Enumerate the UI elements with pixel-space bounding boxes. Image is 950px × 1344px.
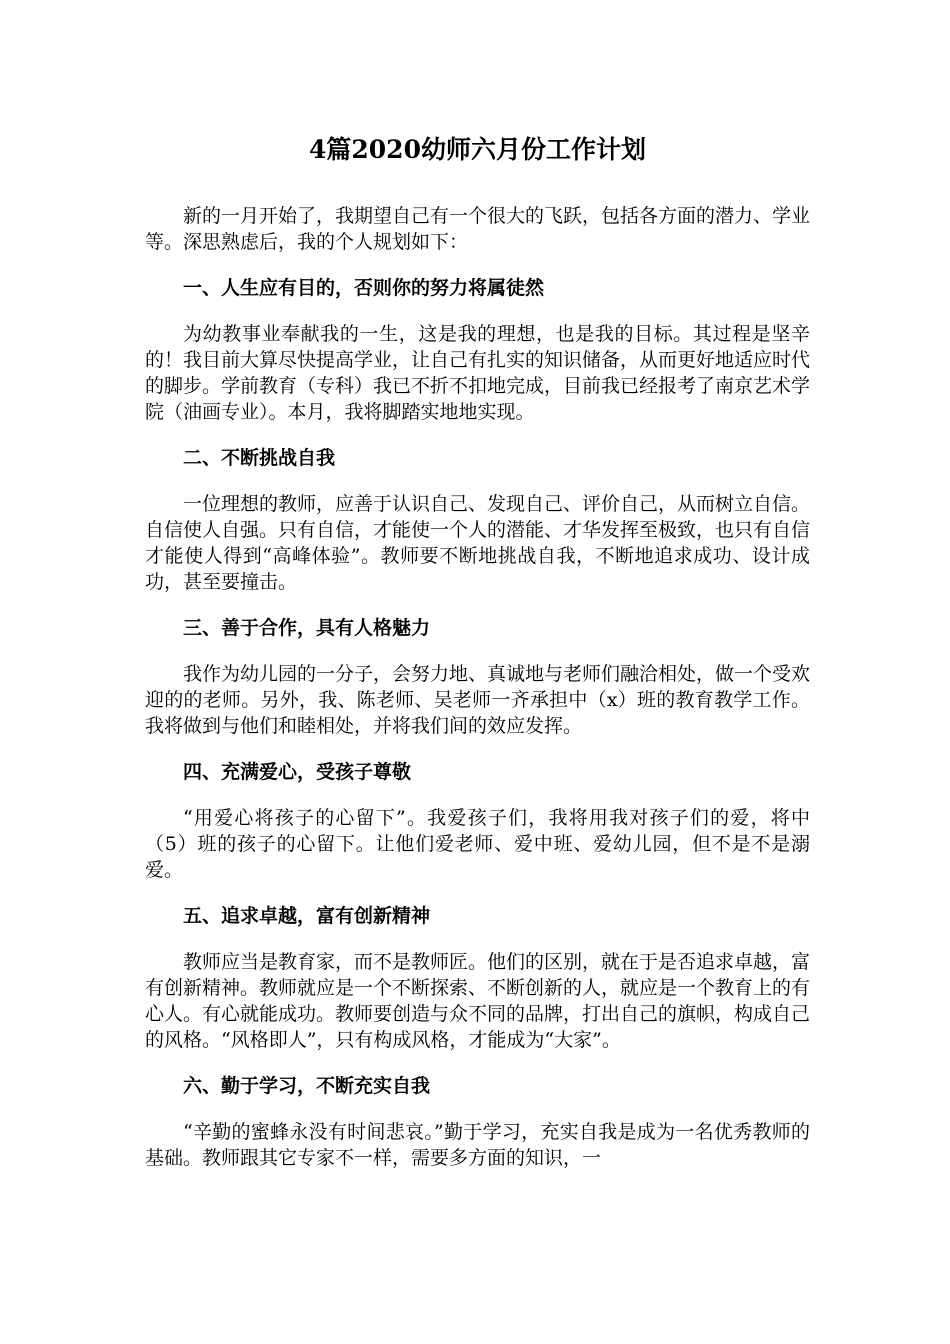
section-heading-3: 三、善于合作，具有人格魅力 — [183, 617, 431, 639]
section-heading-6: 六、勤于学习，不断充实自我 — [183, 1075, 431, 1097]
section-body-5: 教师应当是教育家，而不是教师匠。他们的区别，就在于是否追求卓越，富有创新精神。教师就应是一个不断探索、不断创新的人，就应是一个教育上的有心人。有心就能成功。教师要创造与众不同的品牌，打出自己的旗帜，构成自己的风格。“风格即人”，只有构成风格，才能成为“大家”。 — [145, 951, 811, 1051]
intro-paragraph: 新的一月开始了，我期望自己有一个很大的飞跃，包括各方面的潜力、学业等。深思熟虑后，我的个人规划如下： — [145, 205, 811, 253]
document-title: 4篇2020幼师六月份工作计划 — [309, 135, 646, 164]
section-heading-2: 二、不断挑战自我 — [183, 447, 336, 469]
document-page — [145, 120, 810, 1171]
section-body-2: 一位理想的教师，应善于认识自己、发现自己、评价自己，从而树立自信。自信使人自强。只有自信，才能使一个人的潜能、才华发挥至极致，也只有自信才能使人得到“高峰体验”。教师要不断地挑战自我，不断地追求成功、设计成功，甚至要撞击。 — [145, 493, 811, 593]
section-body-6: “辛勤的蜜蜂永没有时间悲哀。”勤于学习，充实自我是成为一名优秀教师的基础。教师跟其它专家不一样，需要多方面的知识，一 — [145, 1121, 810, 1169]
section-body-3: 我作为幼儿园的一分子，会努力地、真诚地与老师们融洽相处，做一个受欢迎的的老师。另外，我、陈老师、吴老师一齐承担中（x）班的教育教学工作。我将做到与他们和睦相处，并将我们间的效应发挥。 — [145, 663, 811, 737]
section-heading-5: 五、追求卓越，富有创新精神 — [183, 905, 431, 927]
section-body-1: 为幼教事业奉献我的一生，这是我的理想，也是我的目标。其过程是坚辛的！我目前大算尽快提高学业，让自己有扎实的知识储备，从而更好地适应时代的脚步。学前教育（专科）我已不折不扣地完成，目前我已经报考了南京艺术学院（油画专业）。本月，我将脚踏实地地实现。 — [145, 323, 811, 423]
section-body-4: “用爱心将孩子的心留下”。我爱孩子们，我将用我对孩子们的爱，将中（5）班的孩子的心留下。让他们爱老师、爱中班、爱幼儿园，但不是不是溺爱。 — [145, 807, 810, 881]
section-heading-4: 四、充满爱心，受孩子尊敬 — [183, 761, 412, 783]
section-heading-1: 一、人生应有目的，否则你的努力将属徒然 — [183, 277, 545, 299]
